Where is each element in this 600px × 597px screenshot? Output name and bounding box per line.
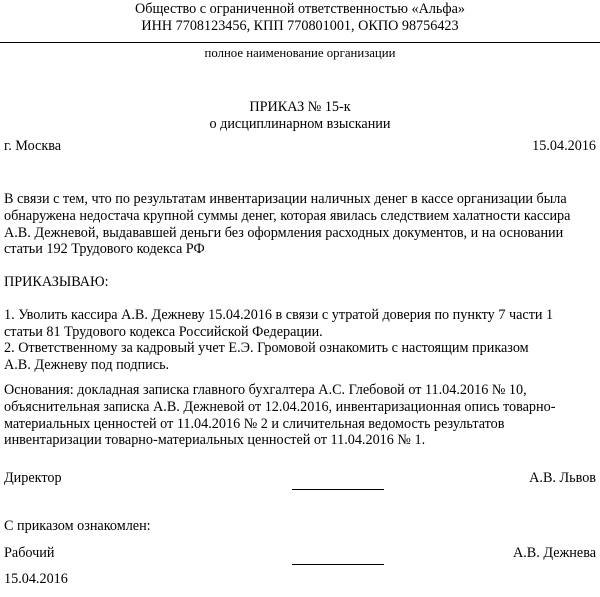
basis-line: материальных ценностей от 11.04.2016 № 2 и сличительная ведомость результатов [4,416,505,432]
director-label: Директор [4,470,62,486]
intro-line: А.В. Дежневой, выдававшей деньги без оформления расходных документов, и на основании [4,225,564,241]
order-title: ПРИКАЗ № 15-к [249,99,351,115]
item2-line: А.В. Дежневу под подпись. [4,357,170,373]
order-date: 15.04.2016 [532,138,596,154]
org-name: Общество с ограниченной ответственностью «Альфа» [135,1,465,17]
order-subtitle: о дисциплинарном взыскании [209,116,391,132]
header-underline [0,42,600,43]
acquainted-label: С приказом ознакомлен: [4,518,151,534]
order-city: г. Москва [4,138,62,154]
worker-label: Рабочий [4,545,55,561]
item1-line: статьи 81 Трудового кодекса Российской Федерации. [4,324,323,340]
item2-line: 2. Ответственному за кадровый учет Е.Э. Громовой ознакомить с настоящим приказом [4,340,529,356]
basis-line: Основания: докладная записка главного бухгалтера А.С. Глебовой от 11.04.2016 № 10, [4,382,527,398]
director-signature-line [292,489,384,490]
org-caption: полное наименование организации [204,46,396,60]
worker-name: А.В. Дежнева [513,545,596,561]
basis-line: инвентаризации товарно-материальных ценностей от 11.04.2016 № 1. [4,432,426,448]
director-name: А.В. Львов [529,470,596,486]
org-codes: ИНН 7708123456, КПП 770801001, ОКПО 98756423 [141,18,459,34]
order-word: ПРИКАЗЫВАЮ: [4,274,109,290]
intro-line: обнаружена недостача крупной суммы денег, которая явилась следствием халатности кассира [4,208,571,224]
basis-line: объяснительная записка А.В. Дежневой от 12.04.2016, инвентаризационная опись товарно- [4,399,556,415]
item1-line: 1. Уволить кассира А.В. Дежневу 15.04.2016 в связи с утратой доверия по пункту 7 части 1 [4,307,554,323]
intro-line: В связи с тем, что по результатам инвентаризации наличных денег в кассе организации была [4,191,567,207]
intro-line: статьи 192 Трудового кодекса РФ [4,241,205,257]
worker-signature-line [292,564,384,565]
acquainted-date: 15.04.2016 [4,571,68,587]
